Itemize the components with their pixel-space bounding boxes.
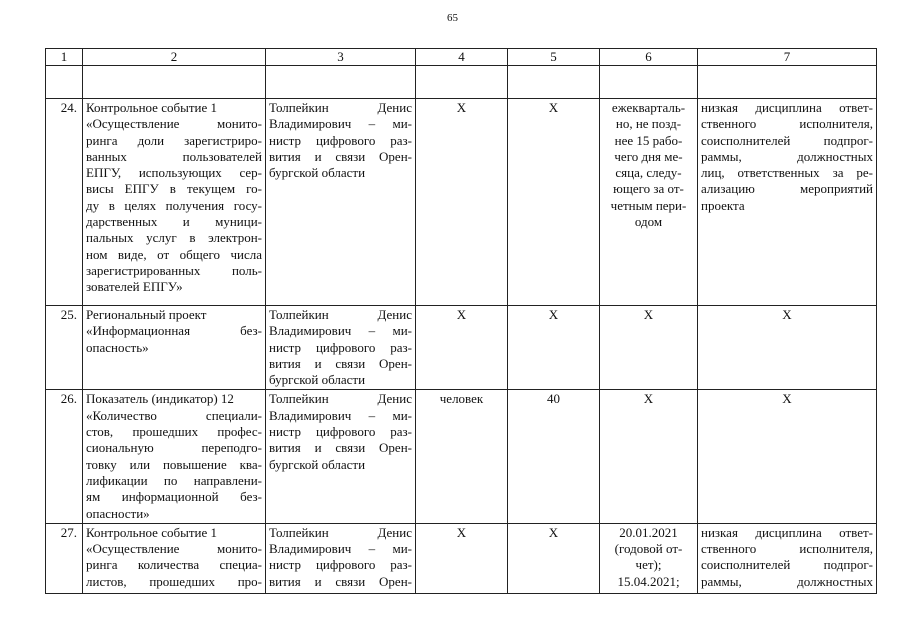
cell-line: Толпейкин Денис <box>269 307 412 322</box>
cell-line: вития и связи Орен- <box>269 573 412 589</box>
cell-line: 20.01.2021 <box>619 524 678 540</box>
cell-line: Толпейкин Денис <box>269 391 412 407</box>
table-row <box>46 306 877 390</box>
empty-cell <box>508 66 600 99</box>
empty-cell <box>46 66 83 99</box>
cell-line: соисполнителей подпрог- <box>701 557 873 573</box>
cell-line: Владимирович – ми- <box>269 541 412 557</box>
empty-cell <box>83 66 266 99</box>
cell-line: бургской области <box>269 456 366 472</box>
cell-line: одом <box>634 214 663 230</box>
cell-line: Х <box>782 391 792 407</box>
risk-cell <box>698 390 877 523</box>
cell-line: дарственных и муници- <box>86 214 262 230</box>
deadline-cell <box>600 306 698 390</box>
cell-line: Владимирович – ми- <box>269 323 412 339</box>
cell-line: ющего за от- <box>613 181 684 197</box>
empty-cell <box>698 66 877 99</box>
unit-cell: Х <box>416 306 508 390</box>
cell-line: Толпейкин Денис <box>269 524 412 540</box>
cell-line: нистр цифрового раз- <box>269 424 412 440</box>
page-number: 65 <box>447 12 458 24</box>
cell-line: Владимирович – ми- <box>269 116 412 132</box>
value-cell: 40 <box>508 390 600 523</box>
table-blank-row <box>46 66 877 99</box>
row-number-cell: 27. <box>46 523 83 593</box>
row-number-cell: 25. <box>46 306 83 390</box>
table-row <box>46 523 877 593</box>
cell-line: зарегистрированных поль- <box>86 262 262 278</box>
cell-line: сяца, следу- <box>615 165 682 181</box>
cell-line: «Осуществление монито- <box>86 116 262 132</box>
cell-line: чего дня ме- <box>614 148 683 164</box>
cell-line: ванных пользователей <box>86 148 262 164</box>
description-cell <box>83 306 266 390</box>
value-cell: Х <box>508 99 600 306</box>
cell-line: бургской области <box>269 165 366 181</box>
cell-line: раммы, должностных <box>701 573 873 589</box>
cell-line: лиц, ответственных за ре- <box>701 165 873 181</box>
row-number-cell: 26. <box>46 390 83 523</box>
cell-line: низкая дисциплина ответ- <box>701 100 873 115</box>
program-table <box>45 48 877 594</box>
cell-line: нее 15 рабо- <box>614 132 683 148</box>
row-number-cell: 24. <box>46 99 83 306</box>
unit-cell: Х <box>416 523 508 593</box>
header-cell: 2 <box>83 49 266 66</box>
header-cell: 4 <box>416 49 508 66</box>
cell-line: Показатель (индикатор) 12 <box>86 391 234 407</box>
table-row <box>46 99 877 306</box>
cell-line: «Информационная без- <box>86 323 262 339</box>
cell-line: опасность» <box>86 339 149 355</box>
cell-line: ринга доли зарегистриро- <box>86 132 262 148</box>
cell-line: чет); <box>635 557 662 573</box>
cell-line: Региональный проект <box>86 307 207 322</box>
empty-cell <box>600 66 698 99</box>
cell-line: вития и связи Орен- <box>269 440 412 456</box>
cell-line: бургской области <box>269 372 366 388</box>
cell-line: Х <box>643 307 654 322</box>
cell-line: «Осуществление монито- <box>86 541 262 557</box>
cell-line: «Количество специали- <box>86 407 262 423</box>
cell-line: ЕПГУ, использующих сер- <box>86 165 262 181</box>
responsible-cell <box>266 390 416 523</box>
cell-line: опасности» <box>86 505 150 521</box>
responsible-cell <box>266 523 416 593</box>
cell-line: нистр цифрового раз- <box>269 132 412 148</box>
empty-cell <box>266 66 416 99</box>
header-cell: 3 <box>266 49 416 66</box>
responsible-cell <box>266 306 416 390</box>
cell-line: листов, прошедших про- <box>86 573 262 589</box>
description-cell <box>83 390 266 523</box>
responsible-cell <box>266 99 416 306</box>
header-cell: 5 <box>508 49 600 66</box>
cell-line: Контрольное событие 1 <box>86 100 217 115</box>
deadline-cell <box>600 99 698 306</box>
cell-line: стов, прошедших профес- <box>86 424 262 440</box>
cell-line: сиональную переподго- <box>86 440 262 456</box>
cell-line: 15.04.2021; <box>617 573 680 589</box>
cell-line: Х <box>643 391 654 407</box>
unit-cell: Х <box>416 99 508 306</box>
cell-line: ям информационной без- <box>86 489 262 505</box>
deadline-cell <box>600 523 698 593</box>
cell-line: нистр цифрового раз- <box>269 339 412 355</box>
cell-line: пальных услуг в электрон- <box>86 230 262 246</box>
header-cell: 7 <box>698 49 877 66</box>
cell-line: ализацию мероприятий <box>701 181 873 197</box>
cell-line: проекта <box>701 197 745 213</box>
cell-line: Контрольное событие 1 <box>86 524 217 540</box>
cell-line: четным пери- <box>610 197 687 213</box>
cell-line: ду в целях получения госу- <box>86 197 262 213</box>
cell-line: ринга количества специа- <box>86 557 262 573</box>
description-cell <box>83 523 266 593</box>
cell-line: лификации по направлени- <box>86 472 262 488</box>
cell-line: ственного исполнителя, <box>701 541 873 557</box>
cell-line: Толпейкин Денис <box>269 100 412 115</box>
cell-line: зователей ЕПГУ» <box>86 279 183 295</box>
cell-line: (годовой от- <box>614 541 683 557</box>
table-row <box>46 390 877 523</box>
header-cell: 6 <box>600 49 698 66</box>
table-header-row <box>46 49 877 66</box>
cell-line: висы ЕПГУ в текущем го- <box>86 181 262 197</box>
description-cell <box>83 99 266 306</box>
unit-cell: человек <box>416 390 508 523</box>
cell-line: товку или повышение ква- <box>86 456 262 472</box>
cell-line: ственного исполнителя, <box>701 116 873 132</box>
cell-line: раммы, должностных <box>701 148 873 164</box>
cell-line: вития и связи Орен- <box>269 148 412 164</box>
risk-cell <box>698 99 877 306</box>
value-cell: Х <box>508 306 600 390</box>
cell-line: но, не позд- <box>615 116 682 132</box>
cell-line: вития и связи Орен- <box>269 355 412 371</box>
empty-cell <box>416 66 508 99</box>
risk-cell <box>698 306 877 390</box>
cell-line: нистр цифрового раз- <box>269 557 412 573</box>
header-cell: 1 <box>46 49 83 66</box>
value-cell: Х <box>508 523 600 593</box>
cell-line: Владимирович – ми- <box>269 407 412 423</box>
risk-cell <box>698 523 877 593</box>
cell-line: Х <box>782 307 792 322</box>
cell-line: низкая дисциплина ответ- <box>701 524 873 540</box>
deadline-cell <box>600 390 698 523</box>
cell-line: ном виде, от общего числа <box>86 246 262 262</box>
cell-line: соисполнителей подпрог- <box>701 132 873 148</box>
cell-line: ежекварталь- <box>611 100 686 115</box>
